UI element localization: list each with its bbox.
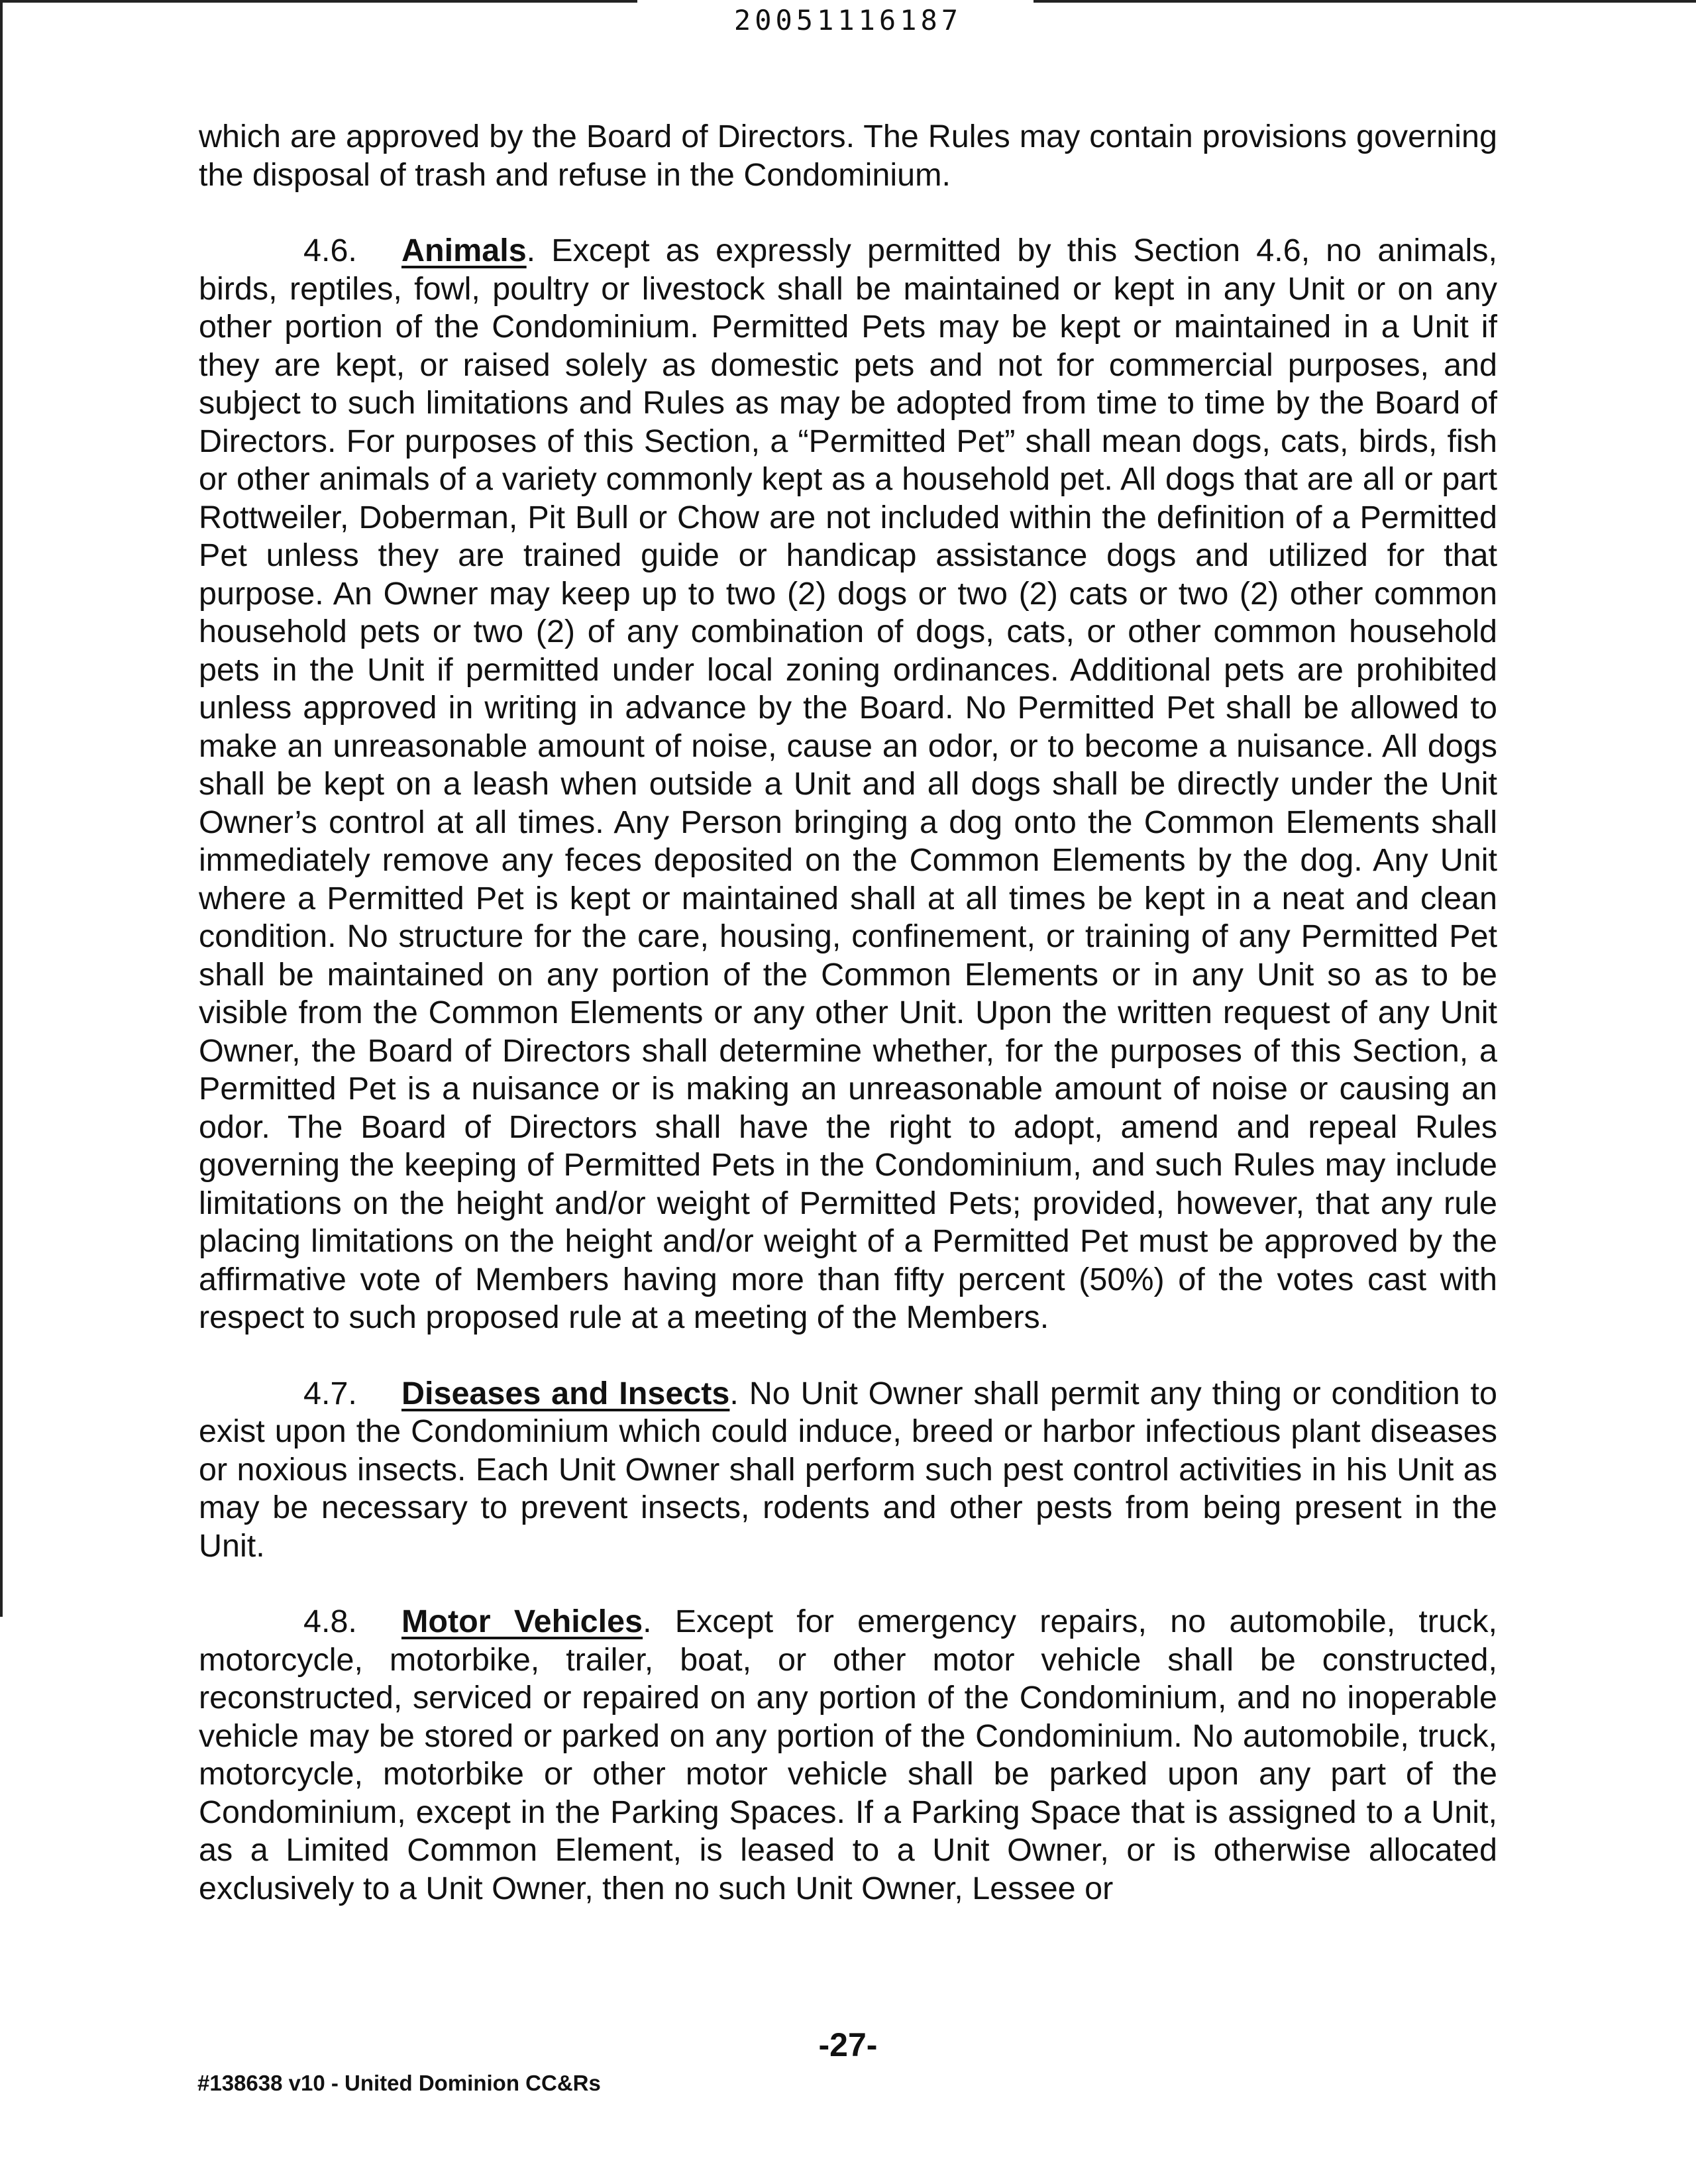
document-body xyxy=(199,118,1497,1908)
intro-paragraph: which are approved by the Board of Directors. The Rules may contain provisions governing the disposal of trash and refuse in the Condominium. xyxy=(199,119,1497,193)
page-number: -27- xyxy=(818,2026,878,2063)
section-title: Animals xyxy=(401,233,527,268)
section-number: 4.6. xyxy=(303,233,357,268)
section-title: Diseases and Insects xyxy=(401,1375,730,1411)
footer-document-id: #138638 v10 - United Dominion CC&Rs xyxy=(197,2071,601,2095)
paragraph-spacer xyxy=(199,1565,1497,1603)
section-body: . Except as expressly permitted by this Section 4.6, no animals, birds, reptiles, fowl, poultry or livestock shall be maintained or kept in any Unit or on any other portion of the Condominium. Permitted Pets may be kept or maintained in a Unit if they are kept, or raised solely as domestic pets and not for commercial purposes, and subject to such limitations and Rules as may be adopted from time to time by the Board of Directors. For purposes of this Section, a “Permitted Pet” shall mean dogs, cats, birds, fish or other animals of a variety commonly kept as a household pet. All dogs that are all or part Rottweiler, Doberman, Pit Bull or Chow are not included within the definition of a Permitted Pet unless they are trained guide or handicap assistance dogs and utilized for that purpose. An Owner may keep up to two (2) dogs or two (2) cats or two (2) other common household pets or two (2) of any combination of dogs, cats, or other common household pets in the Unit if permitted under local zoning ordinances. Additional pets are prohibited unless approved in writing in advance by the Board. No Permitted Pet shall be allowed to make an unreasonable amount of noise, cause an odor, or to become a nuisance. All dogs shall be kept on a leash when outside a Unit and all dogs shall be directly under the Unit Owner’s control at all times. Any Person bringing a dog onto the Common Elements shall immediately remove any feces deposited on the Common Elements by the dog. Any Unit where a Permitted Pet is kept or maintained shall at all times be kept in a neat and clean condition. No structure for the care, housing, confinement, or training of any Permitted Pet shall be maintained on any portion of the Common Elements or in any Unit so as to be visible from the Common Elements or any other Unit. Upon the written request of any Unit Owner, the Board of Directors shall determine whether, for the purposes of this Section, a Permitted Pet is a nuisance or is making an unreasonable amount of noise or causing an odor. The Board of Directors shall have the right to adopt, amend and repeal Rules governing the keeping of Permitted Pets in the Condominium, and such Rules may include limitations on the height and/or weight of Permitted Pets; provided, however, that any rule placing limitations on the height and/or weight of a Permitted Pet must be approved by the affirmative vote of Members having more than fifty percent (50%) of the votes cast with respect to such proposed rule at a meeting of the Members. xyxy=(199,233,1497,1335)
section-body: . No Unit Owner shall permit any thing or condition to exist upon the Condominium which could induce, breed or harbor infectious plant diseases or noxious insects. Each Unit Owner shall perform such pest control activities in his Unit as may be necessary to prevent insects, rodents and other pests from being present in the Unit. xyxy=(199,1375,1497,1564)
paragraph-spacer xyxy=(199,194,1497,232)
section-number: 4.8. xyxy=(303,1604,357,1639)
scan-border-left xyxy=(0,0,3,1617)
section-animals xyxy=(199,232,1497,1337)
paragraph-spacer xyxy=(199,1337,1497,1375)
section-number: 4.7. xyxy=(303,1375,357,1411)
section-body: . Except for emergency repairs, no automobile, truck, motorcycle, motorbike, trailer, boat, or other motor vehicle shall be constructed, reconstructed, serviced or repaired on any portion of the Condominium, and no inoperable vehicle may be stored or parked on any portion of the Condominium. No automobile, truck, motorcycle, motorbike or other motor vehicle shall be parked upon any part of the Condominium, except in the Parking Spaces. If a Parking Space that is assigned to a Unit, as a Limited Common Element, is leased to a Unit Owner, or is otherwise allocated exclusively to a Unit Owner, then no such Unit Owner, Lessee or xyxy=(199,1604,1497,1906)
document-number: 20051116187 xyxy=(733,4,963,36)
section-title: Motor Vehicles xyxy=(401,1604,643,1639)
section-motor-vehicles xyxy=(199,1603,1497,1908)
section-diseases-and-insects xyxy=(199,1375,1497,1566)
